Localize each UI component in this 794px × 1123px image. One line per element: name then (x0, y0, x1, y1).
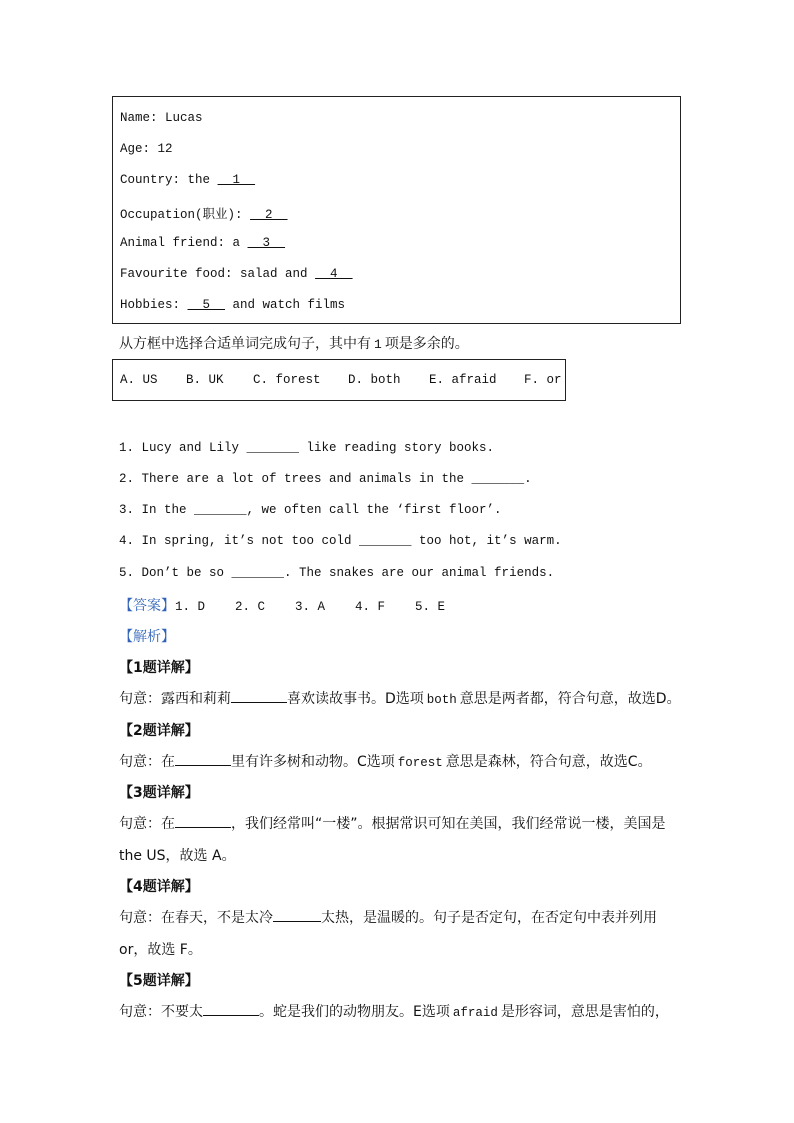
info-age: Age: 12 (120, 142, 173, 156)
instruction-part1: 从方框中选择合适单词完成句子，其中有 (119, 336, 371, 352)
detail-3-line2: the US，故选 A。 (119, 848, 236, 864)
option-f: F. or (524, 373, 562, 387)
detail-4-line1 (119, 907, 657, 927)
question-5: 5. Don’t be so _______. The snakes are our animal friends. (119, 566, 555, 580)
question-4: 4. In spring, it’s not too cold _______ too hot, it’s warm. (119, 534, 562, 548)
answer-tag: 【答案】 (119, 598, 175, 614)
detail-2-text (119, 751, 652, 771)
option-b: B. UK (186, 373, 224, 387)
hobbies-blank: 5 (187, 298, 226, 312)
animal-label: Animal friend: a (120, 236, 248, 250)
student-info-box (112, 96, 681, 324)
question-2: 2. There are a lot of trees and animals in the _______. (119, 472, 532, 486)
detail-1-b: 喜欢读故事书。D选项 (287, 691, 424, 707)
info-hobbies (120, 298, 345, 312)
food-blank: 4 (315, 267, 353, 281)
detail-2-header: 【2题详解】 (119, 723, 199, 739)
detail-4-a: 句意：在春天，不是太冷 (119, 910, 273, 926)
detail-5-b: 。蛇是我们的动物朋友。E选项 (259, 1004, 450, 1020)
detail-4-line2: or，故选 F。 (119, 942, 202, 958)
detail-4-header: 【4题详解】 (119, 879, 199, 895)
instruction (119, 333, 469, 353)
answer-line (119, 595, 445, 615)
detail-1-blank (231, 690, 287, 703)
detail-3-blank (175, 815, 231, 828)
detail-1-c: both (426, 693, 457, 707)
info-name: Name: Lucas (120, 111, 203, 125)
detail-4-b: 太热，是温暖的。句子是否定句，在否定句中表并列用 (321, 910, 657, 926)
info-country (120, 173, 255, 187)
hobbies-suffix: and watch films (225, 298, 346, 312)
detail-2-a: 句意：在 (119, 754, 175, 770)
detail-5-header: 【5题详解】 (119, 973, 199, 989)
occupation-label: Occupation(职业): (120, 208, 251, 222)
detail-1-header: 【1题详解】 (119, 660, 199, 676)
question-3: 3. In the _______, we often call the ‘first floor’. (119, 503, 502, 517)
country-label: Country: the (120, 173, 218, 187)
detail-1-text (119, 688, 681, 708)
country-blank: 1 (217, 173, 256, 187)
option-d: D. both (348, 373, 401, 387)
detail-5-a: 句意：不要太 (119, 1004, 203, 1020)
info-food (120, 267, 353, 281)
detail-1-e: D。 (655, 691, 681, 707)
instruction-part2: 项是多余的。 (384, 336, 469, 352)
detail-1-d: 意思是两者都，符合句意，故选 (459, 691, 656, 707)
detail-2-b: 里有许多树和动物。C选项 (231, 754, 395, 770)
detail-2-d: 意思是森林，符合句意，故选 (445, 754, 628, 770)
detail-5-blank (203, 1003, 259, 1016)
detail-3-b: ，我们经常叫“一楼”。根据常识可知在美国，我们经常说一楼，美国是 (231, 816, 666, 832)
detail-5-c: afraid (452, 1006, 498, 1020)
analysis-tag: 【解析】 (119, 629, 175, 645)
occupation-blank: 2 (250, 208, 288, 222)
question-1: 1. Lucy and Lily _______ like reading story books. (119, 441, 495, 455)
food-label: Favourite food: salad and (120, 267, 316, 281)
info-occupation (120, 204, 288, 222)
hobbies-label: Hobbies: (120, 298, 188, 312)
option-a: A. US (120, 373, 158, 387)
detail-2-blank (175, 753, 231, 766)
detail-5-d: 是形容词，意思是害怕的， (500, 1004, 669, 1020)
animal-blank: 3 (247, 236, 286, 250)
detail-1-a: 句意：露西和莉莉 (119, 691, 231, 707)
detail-2-c: forest (397, 756, 443, 770)
options-box (112, 359, 566, 401)
detail-3-header: 【3题详解】 (119, 785, 199, 801)
detail-2-e: C。 (627, 754, 652, 770)
instruction-num: 1 (374, 337, 382, 352)
info-animal (120, 236, 285, 250)
detail-3-a: 句意：在 (119, 816, 175, 832)
option-c: C. forest (253, 373, 321, 387)
detail-5-line1 (119, 1001, 669, 1021)
answer-text: 1. D 2. C 3. A 4. F 5. E (175, 600, 446, 614)
detail-4-blank (273, 909, 321, 922)
detail-3-line1 (119, 813, 666, 833)
option-e: E. afraid (429, 373, 497, 387)
